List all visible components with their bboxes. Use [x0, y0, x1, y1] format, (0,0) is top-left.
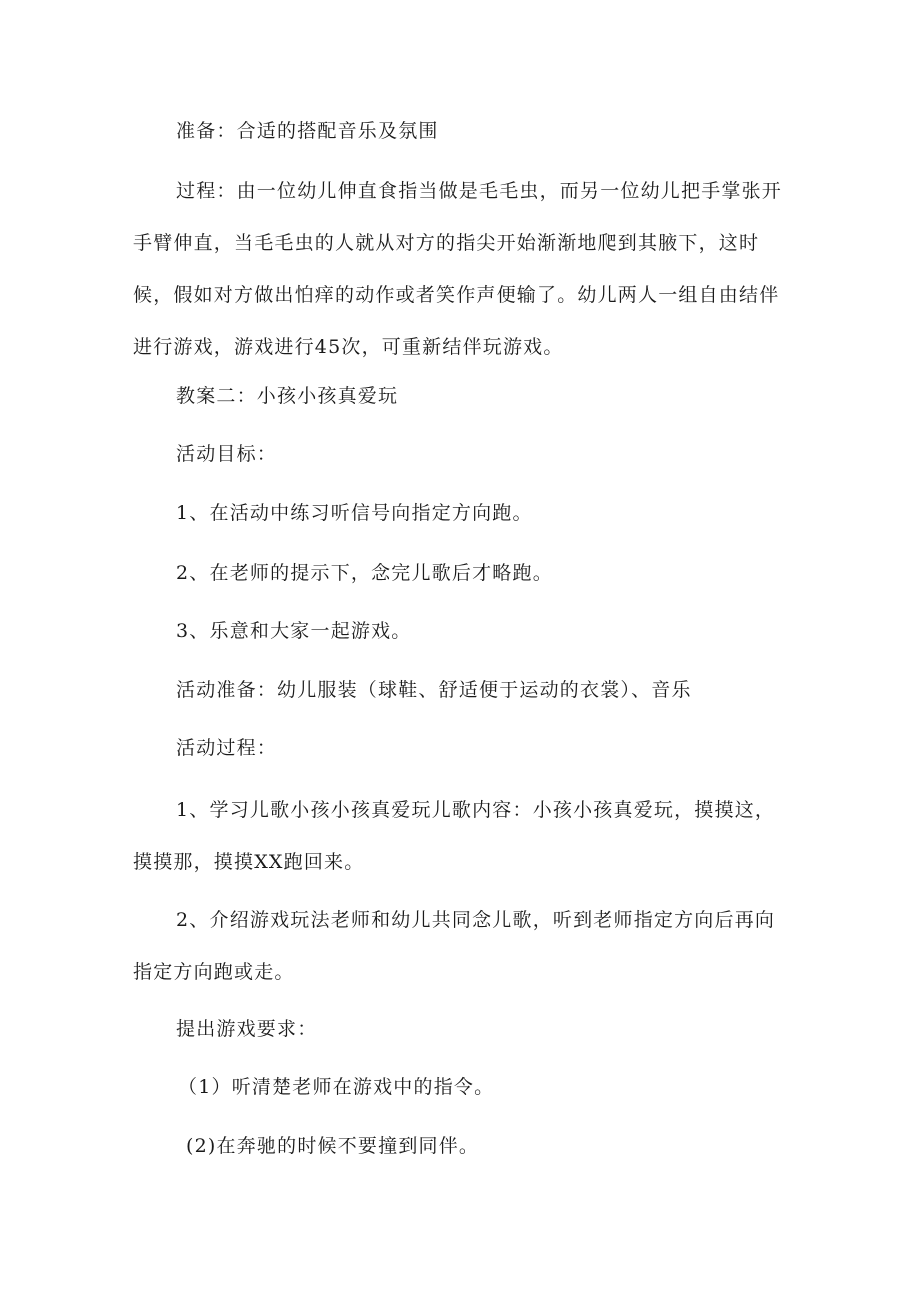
preparation-line: 准备：合适的搭配音乐及氛围: [176, 120, 439, 142]
process-step-1: 1、学习儿歌小孩小孩真爱玩儿歌内容：小孩小孩真爱玩，摸摸这，摸摸那，摸摸XX跑回来。: [133, 799, 776, 873]
lesson-two-title: 教案二：小孩小孩真爱玩: [176, 385, 399, 407]
requirement-item-1: （1）听清楚老师在游戏中的指令。: [178, 1076, 495, 1098]
activity-preparation-line: 活动准备：幼儿服装（球鞋、舒适便于运动的衣裳）、音乐: [176, 679, 692, 701]
process-step-2: 2、介绍游戏玩法老师和幼儿共同念儿歌，听到老师指定方向后再向指定方向跑或走。: [133, 909, 776, 983]
goal-item-2: 2、在老师的提示下，念完儿歌后才略跑。: [176, 562, 553, 584]
goal-item-1: 1、在活动中练习听信号向指定方向跑。: [176, 502, 533, 524]
requirement-item-2: (2)在奔驰的时候不要撞到同伴。: [186, 1135, 480, 1157]
game-requirements-heading: 提出游戏要求：: [176, 1018, 318, 1040]
process-paragraph: 过程：由一位幼儿伸直食指当做是毛毛虫，而另一位幼儿把手掌张开手臂伸直，当毛毛虫的人就从对方的指尖开始渐渐地爬到其腋下，这时候，假如对方做出怕痒的动作或者笑作声便输了。幼儿两人一组自由结伴进行游戏，游戏进行45次，可重新结伴玩游戏。: [133, 180, 783, 358]
activity-goals-heading: 活动目标：: [176, 443, 278, 465]
activity-process-heading: 活动过程：: [176, 737, 278, 759]
goal-item-3: 3、乐意和大家一起游戏。: [176, 620, 412, 642]
